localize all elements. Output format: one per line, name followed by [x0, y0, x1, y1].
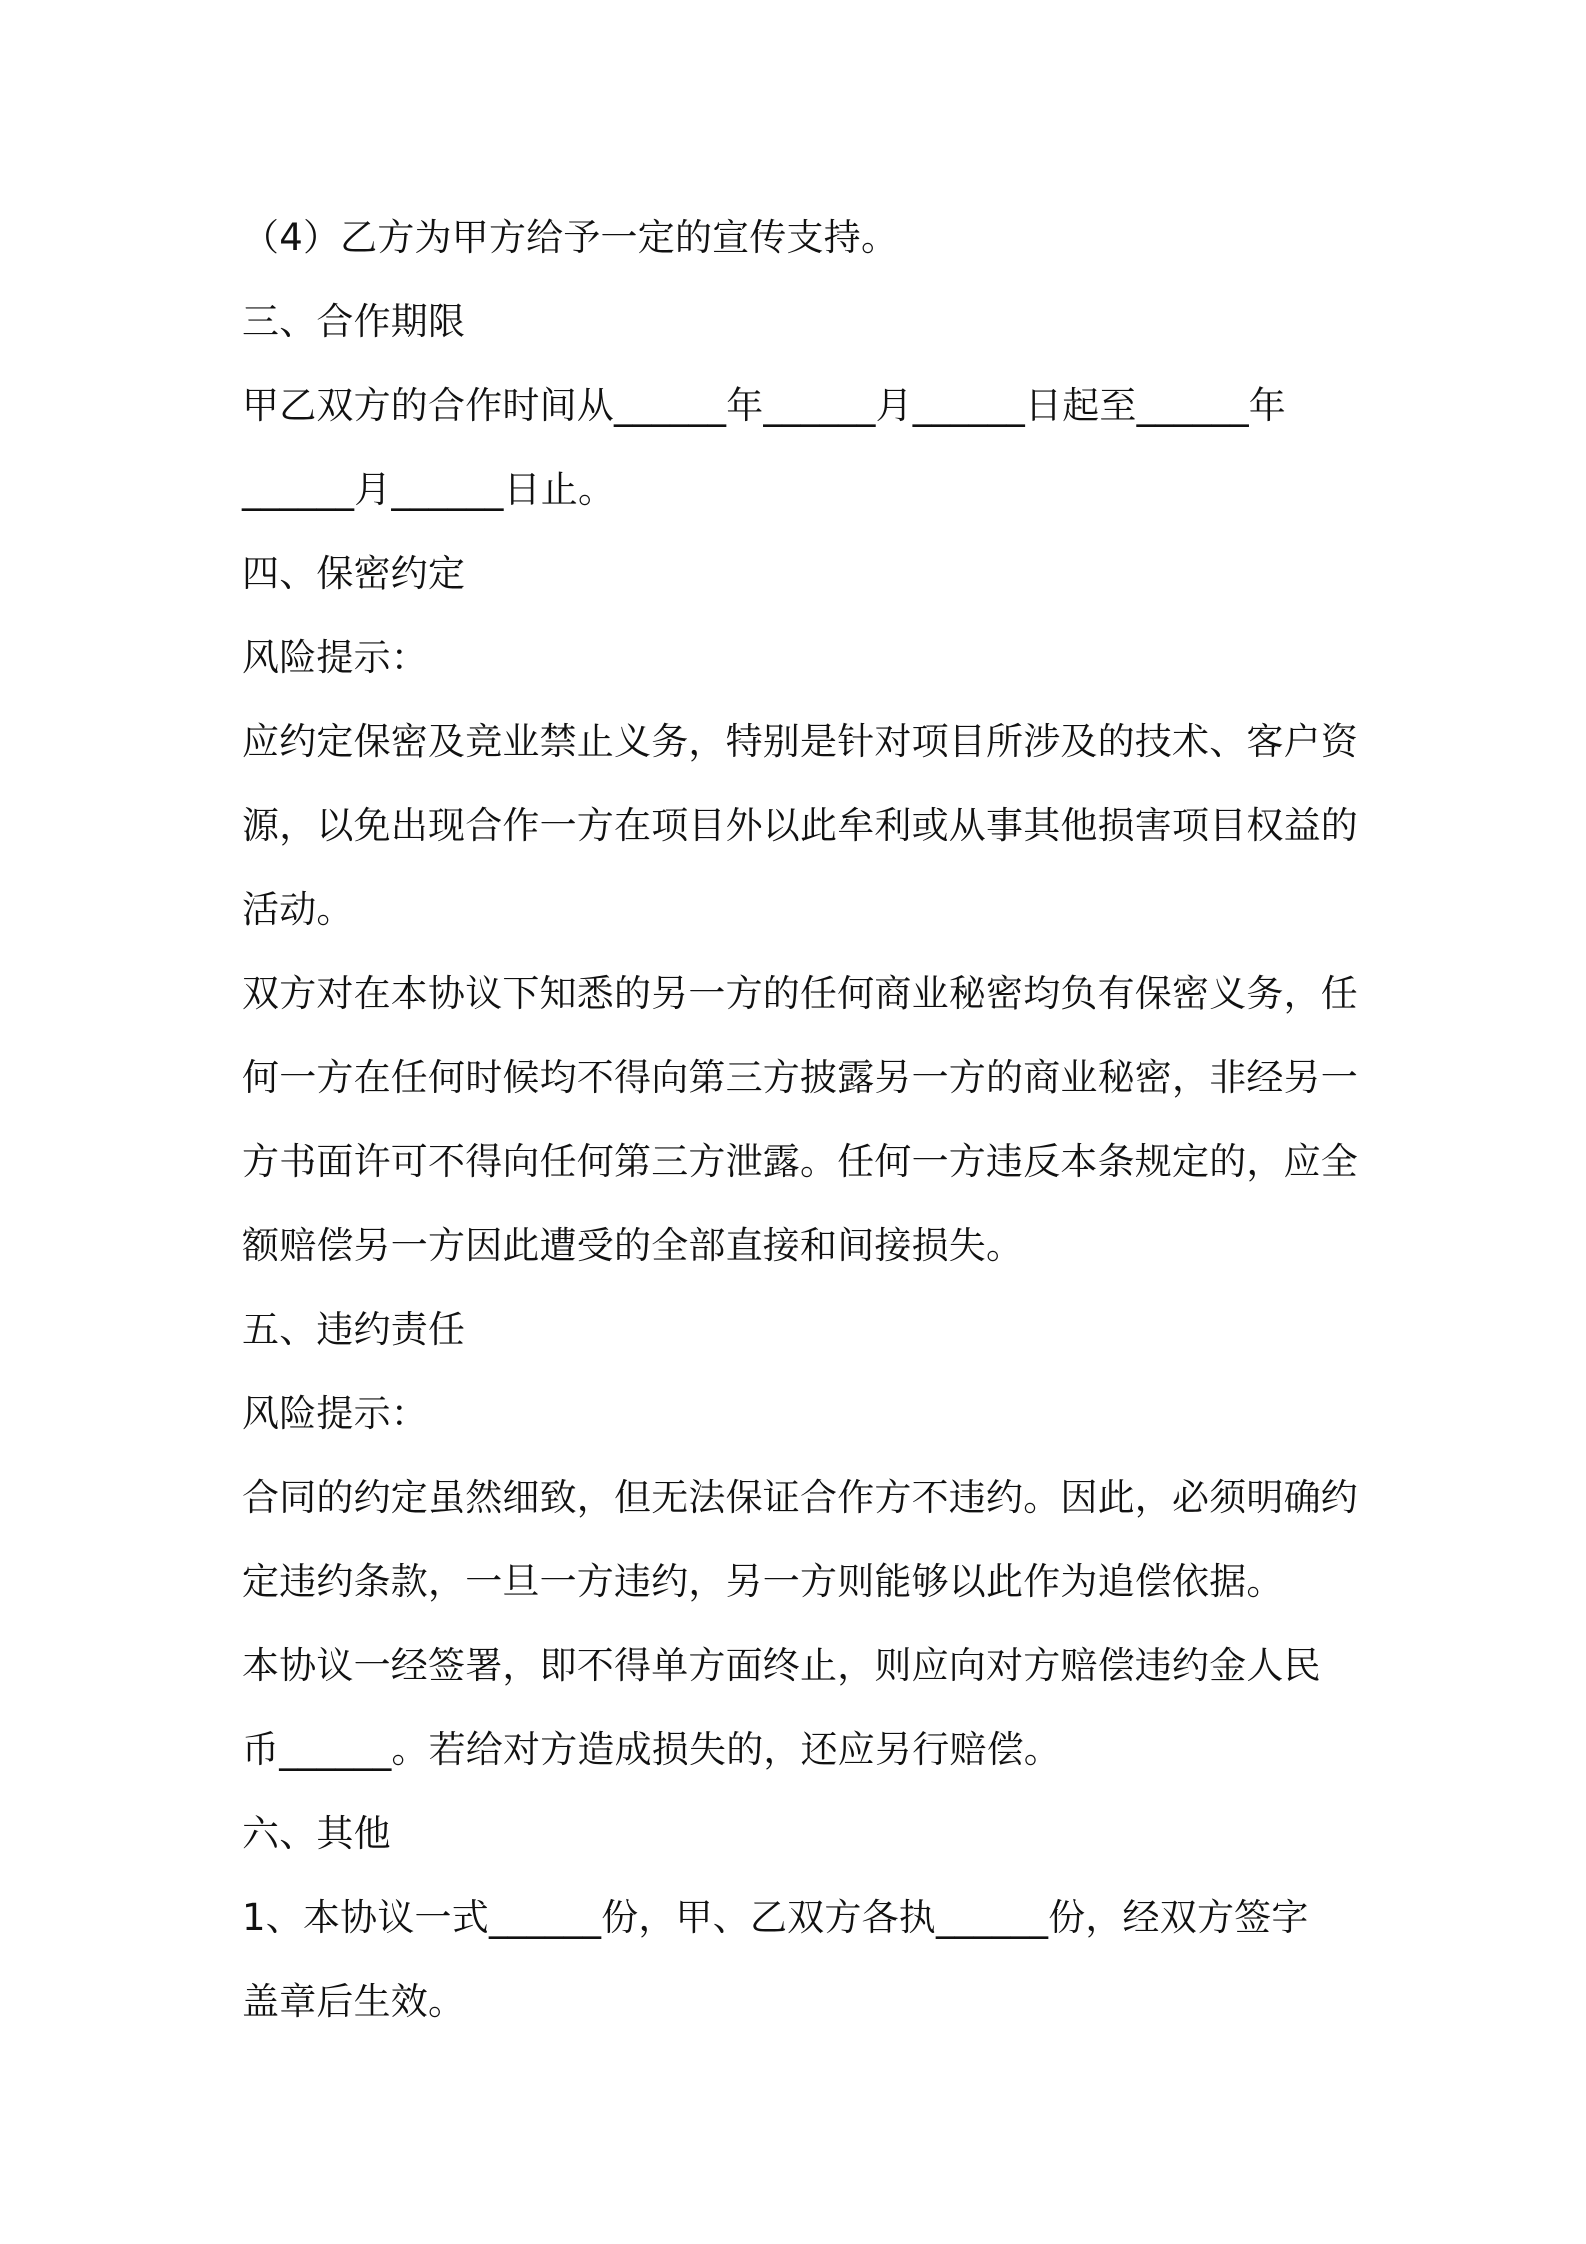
misc-clause-text-1: 1、本协议一式______份，甲、乙双方各执______份，经双方签字 — [242, 1896, 1309, 1939]
heading-miscellaneous: 六、其他 — [242, 1812, 391, 1855]
breach-clause-text-2: 币______。若给对方造成损失的，还应另行赔偿。 — [242, 1728, 1061, 1771]
document-body — [242, 196, 1362, 2044]
confidentiality-clause-text-3: 方书面许可不得向任何第三方泄露。任何一方违反本条规定的，应全 — [242, 1140, 1358, 1183]
confidentiality-clause-text-2: 何一方在任何时候均不得向第三方披露另一方的商业秘密，非经另一 — [242, 1056, 1358, 1099]
risk-tip-label: 风险提示： — [242, 636, 428, 679]
confidentiality-clause-text-1: 双方对在本协议下知悉的另一方的任何商业秘密均负有保密义务，任 — [242, 972, 1358, 1015]
risk-tip-label: 风险提示： — [242, 1392, 428, 1435]
heading-cooperation-term: 三、合作期限 — [242, 300, 466, 343]
breach-clause-text-1: 本协议一经签署，即不得单方面终止，则应向对方赔偿违约金人民 — [242, 1644, 1321, 1687]
clause-4-publicity-support: （4）乙方为甲方给予一定的宣传支持。 — [242, 216, 899, 259]
confidentiality-risk-text-3: 活动。 — [242, 888, 354, 931]
breach-risk-text-1: 合同的约定虽然细致，但无法保证合作方不违约。因此，必须明确约 — [242, 1476, 1358, 1519]
heading-breach-liability: 五、违约责任 — [242, 1308, 466, 1351]
cooperation-term-text-1: 甲乙双方的合作时间从______年______月______日起至______年 — [242, 384, 1286, 427]
confidentiality-risk-text-1: 应约定保密及竞业禁止义务，特别是针对项目所涉及的技术、客户资 — [242, 720, 1358, 763]
heading-confidentiality: 四、保密约定 — [242, 552, 466, 595]
confidentiality-clause-text-4: 额赔偿另一方因此遭受的全部直接和间接损失。 — [242, 1224, 1024, 1267]
confidentiality-risk-text-2: 源，以免出现合作一方在项目外以此牟利或从事其他损害项目权益的 — [242, 804, 1358, 847]
breach-risk-text-2: 定违约条款，一旦一方违约，另一方则能够以此作为追偿依据。 — [242, 1560, 1284, 1603]
cooperation-term-text-2: ______月______日止。 — [242, 468, 616, 511]
misc-clause-text-2: 盖章后生效。 — [242, 1980, 466, 2023]
